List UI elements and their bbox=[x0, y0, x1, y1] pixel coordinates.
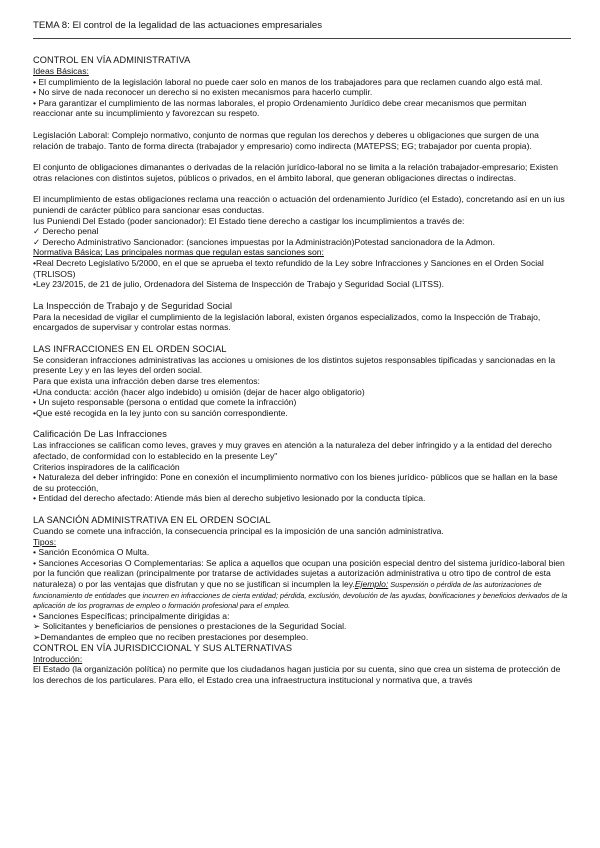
normativa-item: •Ley 23/2015, de 21 de julio, Ordenadora del Sistema de Inspección de Trabajo y Seguridad Social (LITSS). bbox=[33, 279, 444, 290]
ius-item: ✓ Derecho Administrativo Sancionador: (sanciones impuestas por la Administración)Potestad sancionadora de la Admon. bbox=[33, 236, 495, 247]
sancion-accesorias bbox=[33, 558, 569, 611]
obligaciones-paragraph: El conjunto de obligaciones dimanantes o derivadas de la relación jurídico-laboral no se limita a la relación trabajador-empresario; Existen otras relaciones con distintos sujetos, públicos o privados, en el ámbito laboral, que generan obligaciones directas o indirectas. bbox=[33, 162, 558, 183]
ideas-item: • No sirve de nada reconocer un derecho si no existen mecanismos para hacerlo cumplir. bbox=[33, 87, 373, 98]
elemento-item: • Un sujeto responsable (persona o entidad que comete la infracción) bbox=[33, 397, 297, 408]
normativa-item: •Real Decreto Legislativo 5/2000, en el que se aprueba el texto refundido de la Ley sobre Infracciones y Sanciones en el Orden Social (TRLISOS) bbox=[33, 257, 544, 279]
jurisdiccional-paragraph: El Estado (la organización política) no permite que los ciudadanos hagan justicia por su cuenta, sino que crea un sistema de protección de los derechos de los particulares. Para ello, el Estado crea una infraestructura institucional y normativa que, a través bbox=[33, 664, 561, 685]
ius-puniendi-paragraph: Ius Puniendi Del Estado (poder sancionador): El Estado tiene derecho a castigar los incumplimientos a través de: bbox=[33, 215, 465, 226]
elemento-item: •Una conducta: acción (hacer algo indebido) u omisión (dejar de hacer algo obligatorio) bbox=[33, 386, 365, 397]
document-body bbox=[33, 55, 569, 685]
criterios-label: Criterios inspiradores de la calificación bbox=[33, 461, 180, 472]
legislacion-paragraph: Legislación Laboral: Complejo normativo, conjunto de normas que regulan los derechos y deberes u obligaciones que surgen de una relación de trabajo. Tanto de forma directa (trabajador y empresario) como indirecta (MATEPSS; EG; trabajador por cuenta propia). bbox=[33, 129, 539, 151]
inspeccion-paragraph: Para la necesidad de vigilar el cumplimiento de la legislación laboral, existen órganos especializados, como la Inspección de Trabajo, encargados de supervisar y controlar estas normas. bbox=[33, 311, 541, 333]
infracciones-paragraph: Se consideran infracciones administrativas las acciones u omisiones de los distintos sujetos responsables tipificadas y sancionadas en la presente Ley y en las leyes del orden social. bbox=[33, 354, 556, 376]
normativa-label: Normativa Básica; Las principales normas que regulan estas sanciones son: bbox=[33, 247, 324, 258]
incumplimiento-paragraph: El incumplimiento de estas obligaciones reclama una reacción o actuación del ordenamiento Jurídico (el Estado), concretando así en un ius puniendi de carácter público para sancionar esas conductas. bbox=[33, 194, 565, 215]
ideas-label: Ideas Básicas: bbox=[33, 66, 89, 76]
header-divider bbox=[33, 38, 571, 39]
especificas-item: ➢ Solicitantes y beneficiarios de pensiones o prestaciones de la Seguridad Social. bbox=[33, 621, 347, 632]
elementos-paragraph: Para que exista una infracción deben darse tres elementos: bbox=[33, 376, 260, 387]
section-heading-jurisdiccional: CONTROL EN VÍA JURISDICCIONAL Y SUS ALTERNATIVAS bbox=[33, 642, 293, 653]
elemento-item: •Que esté recogida en la ley junto con su sanción correspondiente. bbox=[33, 407, 288, 418]
section-heading-inspeccion: La Inspección de Trabajo y de Seguridad Social bbox=[33, 300, 233, 311]
ius-item: ✓ Derecho penal bbox=[33, 226, 99, 237]
section-heading-infracciones: LAS INFRACCIONES EN EL ORDEN SOCIAL bbox=[33, 343, 227, 354]
tipos-label: Tipos: bbox=[33, 536, 57, 547]
sancion-economica: • Sanción Económica O Multa. bbox=[33, 547, 150, 558]
sancion-especificas: • Sanciones Específicas; principalmente dirigidas a: bbox=[33, 610, 230, 621]
ideas-item: • Para garantizar el cumplimiento de las normas laborales, el propio Ordenamiento Jurídico debe crear mecanismos que permitan reaccionar ante su incumplimiento y favorezcan su respeto. bbox=[33, 97, 527, 119]
introduccion-label: Introducción: bbox=[33, 653, 83, 664]
criterio-item: • Naturaleza del deber infringido: Pone en conexión el incumplimiento normativo con los bienes jurídico- públicos que se hallan en la base de su protección, bbox=[33, 472, 558, 493]
ejemplo-text: Suspensión o pérdida de las autorizaciones de funcionamiento de entidades que incurren en infracciones de cierta entidad; pérdida, exclusión, devolución de las ayudas, bonificaciones y beneficios derivados de la aplicación de los programas de empleo o formación profesional para el empleo. bbox=[33, 579, 568, 611]
page-header-title: TEMA 8: El control de la legalidad de las actuaciones empresariales bbox=[33, 20, 323, 31]
section-heading-admin: CONTROL EN VÍA ADMINISTRATIVA bbox=[33, 55, 191, 65]
ejemplo-label: Ejemplo: bbox=[354, 578, 389, 589]
especificas-item: ➢Demandantes de empleo que no reciben prestaciones por desempleo. bbox=[33, 631, 309, 642]
calificacion-paragraph: Las infracciones se califican como leves, graves y muy graves en atención a la naturaleza del deber infringido y a la entidad del derecho afectado, de conformidad con lo establecido en la presente Ley" bbox=[33, 440, 552, 462]
section-heading-sancion: LA SANCIÓN ADMINISTRATIVA EN EL ORDEN SOCIAL bbox=[33, 515, 271, 525]
sancion-paragraph: Cuando se comete una infracción, la consecuencia principal es la imposición de una sanción administrativa. bbox=[33, 526, 444, 536]
accesorias-text: • Sanciones Accesorias O Complementarias: Se aplica a aquellos que ocupan una posición especial dentro del sistema jurídico-laboral bien por la función que realizan (principalmente por tratarse de actividades sujetas a autorización administrativa u otro tipo de control de esta naturaleza) o por las ventajas que disfrutan y que no se justifican si incumplen la ley. bbox=[33, 557, 565, 589]
section-heading-calificacion: Calificación De Las Infracciones bbox=[33, 429, 167, 440]
ideas-item: • El cumplimiento de la legislación laboral no puede caer solo en manos de los trabajadores para que reclamen cuando algo está mal. bbox=[33, 76, 543, 87]
criterio-item: • Entidad del derecho afectado: Atiende más bien al derecho subjetivo lesionado por la conducta típica. bbox=[33, 493, 426, 504]
